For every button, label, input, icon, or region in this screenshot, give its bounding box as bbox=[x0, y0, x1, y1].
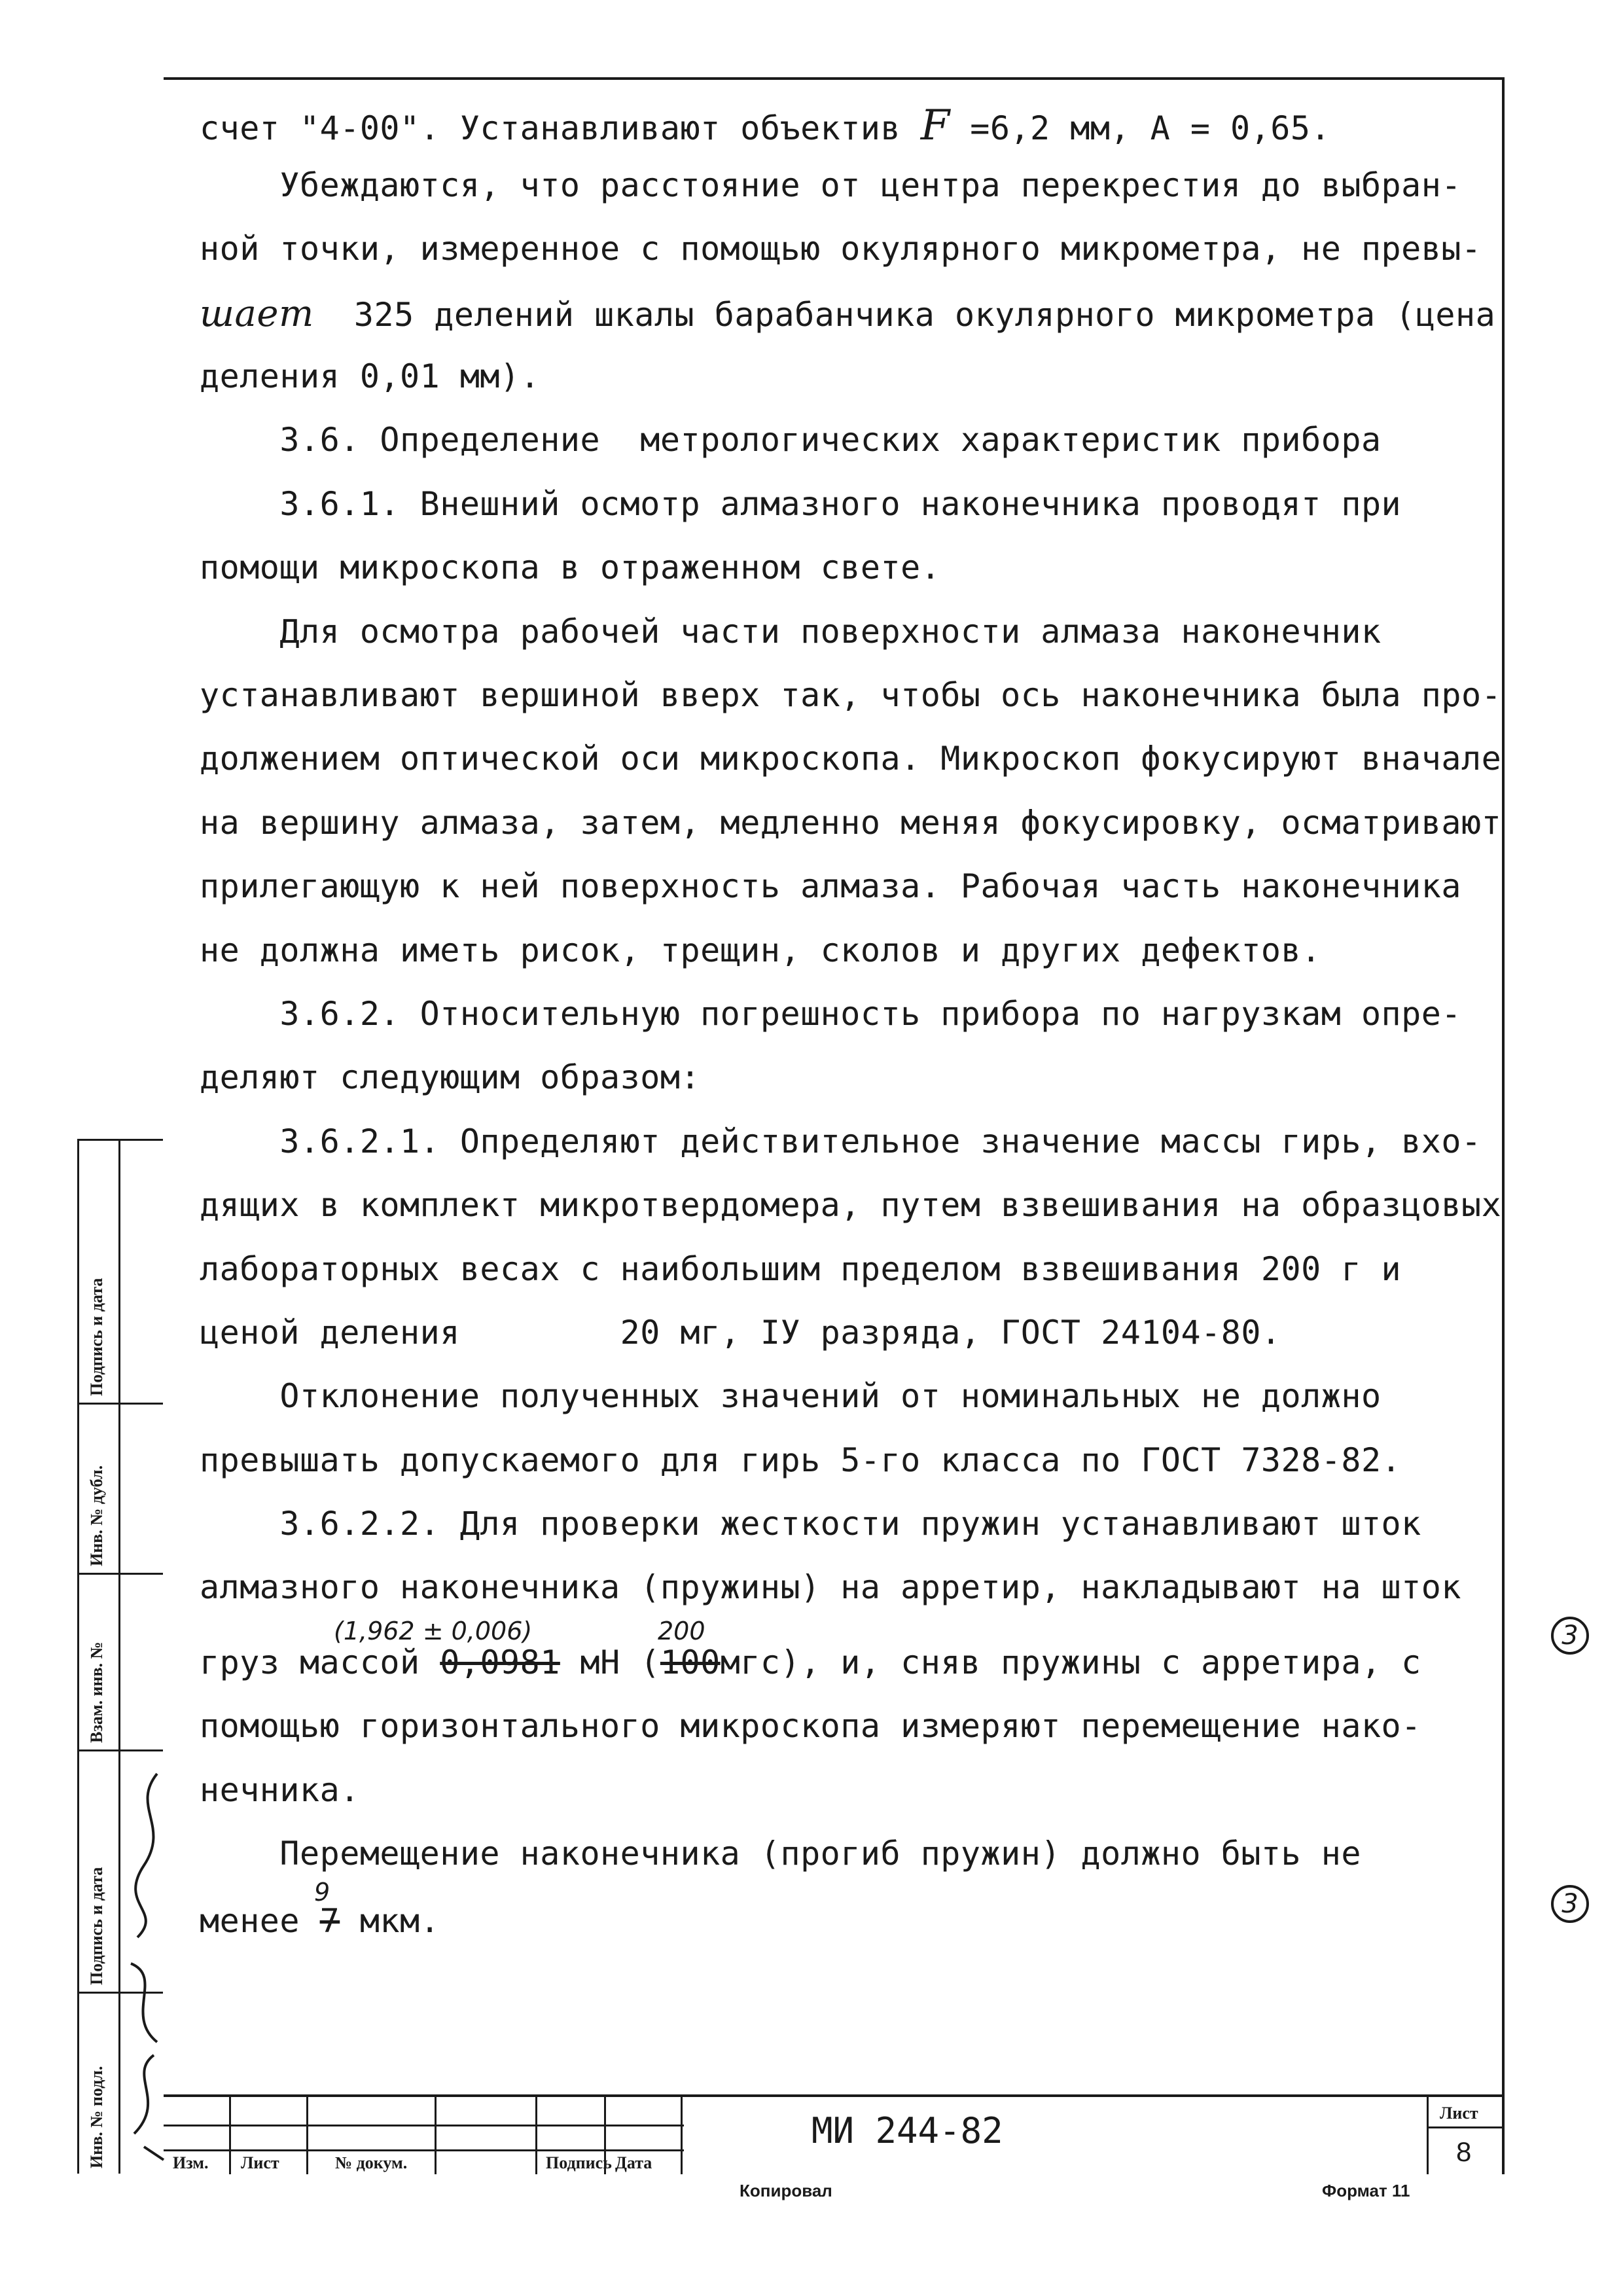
text-line: лабораторных весах с наибольшим пределом взвешивания 200 г и bbox=[200, 1250, 1402, 1288]
footer-format: Формат 11 bbox=[1322, 2181, 1410, 2200]
text-span: счет "4-00". Устанавливают объектив bbox=[200, 109, 921, 147]
text-line: устанавливают вершиной вверх так, чтобы ось наконечника была про- bbox=[200, 676, 1502, 714]
text-line: ной точки, измеренное с помощью окулярного микрометра, не превы- bbox=[200, 230, 1482, 268]
text-span: груз массой bbox=[200, 1643, 440, 1681]
title-block bbox=[164, 2094, 1502, 2174]
text-line: 3.6.2. Относительную погрешность прибора по нагрузкам опре- bbox=[200, 995, 1461, 1033]
revision-mark: 3 bbox=[1551, 1617, 1589, 1655]
text-line: не должна иметь рисок, трещин, сколов и других дефектов. bbox=[200, 931, 1321, 969]
text-span: мгс), и, сняв пружины с арретира, с bbox=[720, 1643, 1421, 1681]
handwritten-mass-correction: (1,962 ± 0,006) bbox=[334, 1617, 533, 1645]
tb-column-line bbox=[229, 2097, 231, 2174]
text-span: менее bbox=[200, 1902, 320, 1940]
tb-izm-label: Изм. bbox=[173, 2153, 209, 2172]
handwritten-insert: шает bbox=[200, 293, 314, 335]
tb-data-label: Дата bbox=[615, 2153, 652, 2172]
text-line bbox=[200, 1902, 440, 1940]
text-line: Для осмотра рабочей части поверхности алмаза наконечник bbox=[200, 613, 1382, 651]
label-podpis-data: Подпись и дата bbox=[87, 1867, 106, 1985]
text-line: алмазного наконечника (пружины) на арретир, накладывают на шток bbox=[200, 1568, 1461, 1606]
text-line: Отклонение полученных значений от номинальных не должно bbox=[200, 1377, 1382, 1415]
tb-podpis-label: Подпись bbox=[546, 2153, 612, 2172]
handwritten-deflection-correction: 9 bbox=[314, 1878, 330, 1907]
text-span: =6,2 мм, А = 0,65. bbox=[950, 109, 1331, 147]
revision-mark: 3 bbox=[1551, 1885, 1589, 1923]
tb-column-line bbox=[1427, 2097, 1429, 2174]
tb-column-line bbox=[535, 2097, 537, 2174]
text-line: нечника. bbox=[200, 1771, 360, 1809]
label-inv-podl: Инв. № подл. bbox=[87, 2066, 106, 2168]
text-line: деления 0,01 мм). bbox=[200, 357, 541, 395]
text-line: Перемещение наконечника (прогиб пружин) должно быть не bbox=[200, 1835, 1361, 1873]
tb-list-label: Лист bbox=[241, 2153, 279, 2172]
text-line: прилегающую к ней поверхность алмаза. Рабочая часть наконечника bbox=[200, 867, 1461, 905]
label-podpis-data: Подпись и дата bbox=[87, 1278, 106, 1396]
handwritten-gs-correction: 200 bbox=[658, 1617, 705, 1645]
tb-column-line bbox=[435, 2097, 437, 2174]
text-line: 3.6.2.1. Определяют действительное значение массы гирь, вхо- bbox=[200, 1122, 1482, 1160]
struck-value: 7 bbox=[319, 1902, 340, 1940]
section-heading: 3.6. Определение метрологических характеристик прибора bbox=[200, 421, 1382, 459]
tb-row-line bbox=[1427, 2126, 1502, 2128]
tb-column-line bbox=[681, 2097, 683, 2174]
text-line bbox=[200, 1643, 1421, 1681]
sheet-number: 8 bbox=[1456, 2136, 1472, 2167]
struck-value: 100 bbox=[660, 1643, 721, 1681]
text-line: превышать допускаемого для гирь 5-го класса по ГОСТ 7328-82. bbox=[200, 1441, 1402, 1479]
text-line: деляют следующим образом: bbox=[200, 1058, 701, 1096]
text-line bbox=[200, 101, 1331, 150]
document-code: МИ 244-82 bbox=[812, 2110, 1003, 2151]
footer-copied: Копировал bbox=[740, 2181, 832, 2200]
text-line: дящих в комплект микротвердомера, путем взвешивания на образцовых bbox=[200, 1186, 1502, 1224]
text-span: 325 делений шкалы барабанчика окулярного микрометра (цена bbox=[313, 296, 1496, 334]
text-line: ценой деления 20 мг, IУ разряда, ГОСТ 24104-80. bbox=[200, 1314, 1281, 1352]
text-line: на вершину алмаза, затем, медленно меняя фокусировку, осматривают bbox=[200, 804, 1502, 842]
text-line bbox=[200, 293, 1496, 335]
text-span: мкм. bbox=[340, 1902, 440, 1940]
text-line: Убеждаются, что расстояние от центра перекрестия до выбран- bbox=[200, 166, 1461, 204]
text-span: мН ( bbox=[560, 1643, 660, 1681]
tb-column-line bbox=[306, 2097, 308, 2174]
handwritten-f: F bbox=[920, 101, 950, 150]
text-line: 3.6.2.2. Для проверки жесткости пружин устанавливают шток bbox=[200, 1505, 1421, 1543]
text-line: помощью горизонтального микроскопа измеряют перемещение нако- bbox=[200, 1707, 1421, 1745]
tb-ndokum-label: № докум. bbox=[335, 2153, 408, 2172]
label-vzam-inv: Взам. инв. № bbox=[87, 1641, 106, 1743]
text-line: должением оптической оси микроскопа. Микроскоп фокусируют вначале bbox=[200, 740, 1502, 778]
text-line: 3.6.1. Внешний осмотр алмазного наконечника проводят при bbox=[200, 485, 1402, 523]
sheet-label: Лист bbox=[1440, 2104, 1478, 2123]
label-inv-dubl: Инв. № дубл. bbox=[87, 1465, 106, 1566]
struck-value: 0,0981 bbox=[440, 1643, 560, 1681]
text-line: помощи микроскопа в отраженном свете. bbox=[200, 548, 941, 586]
